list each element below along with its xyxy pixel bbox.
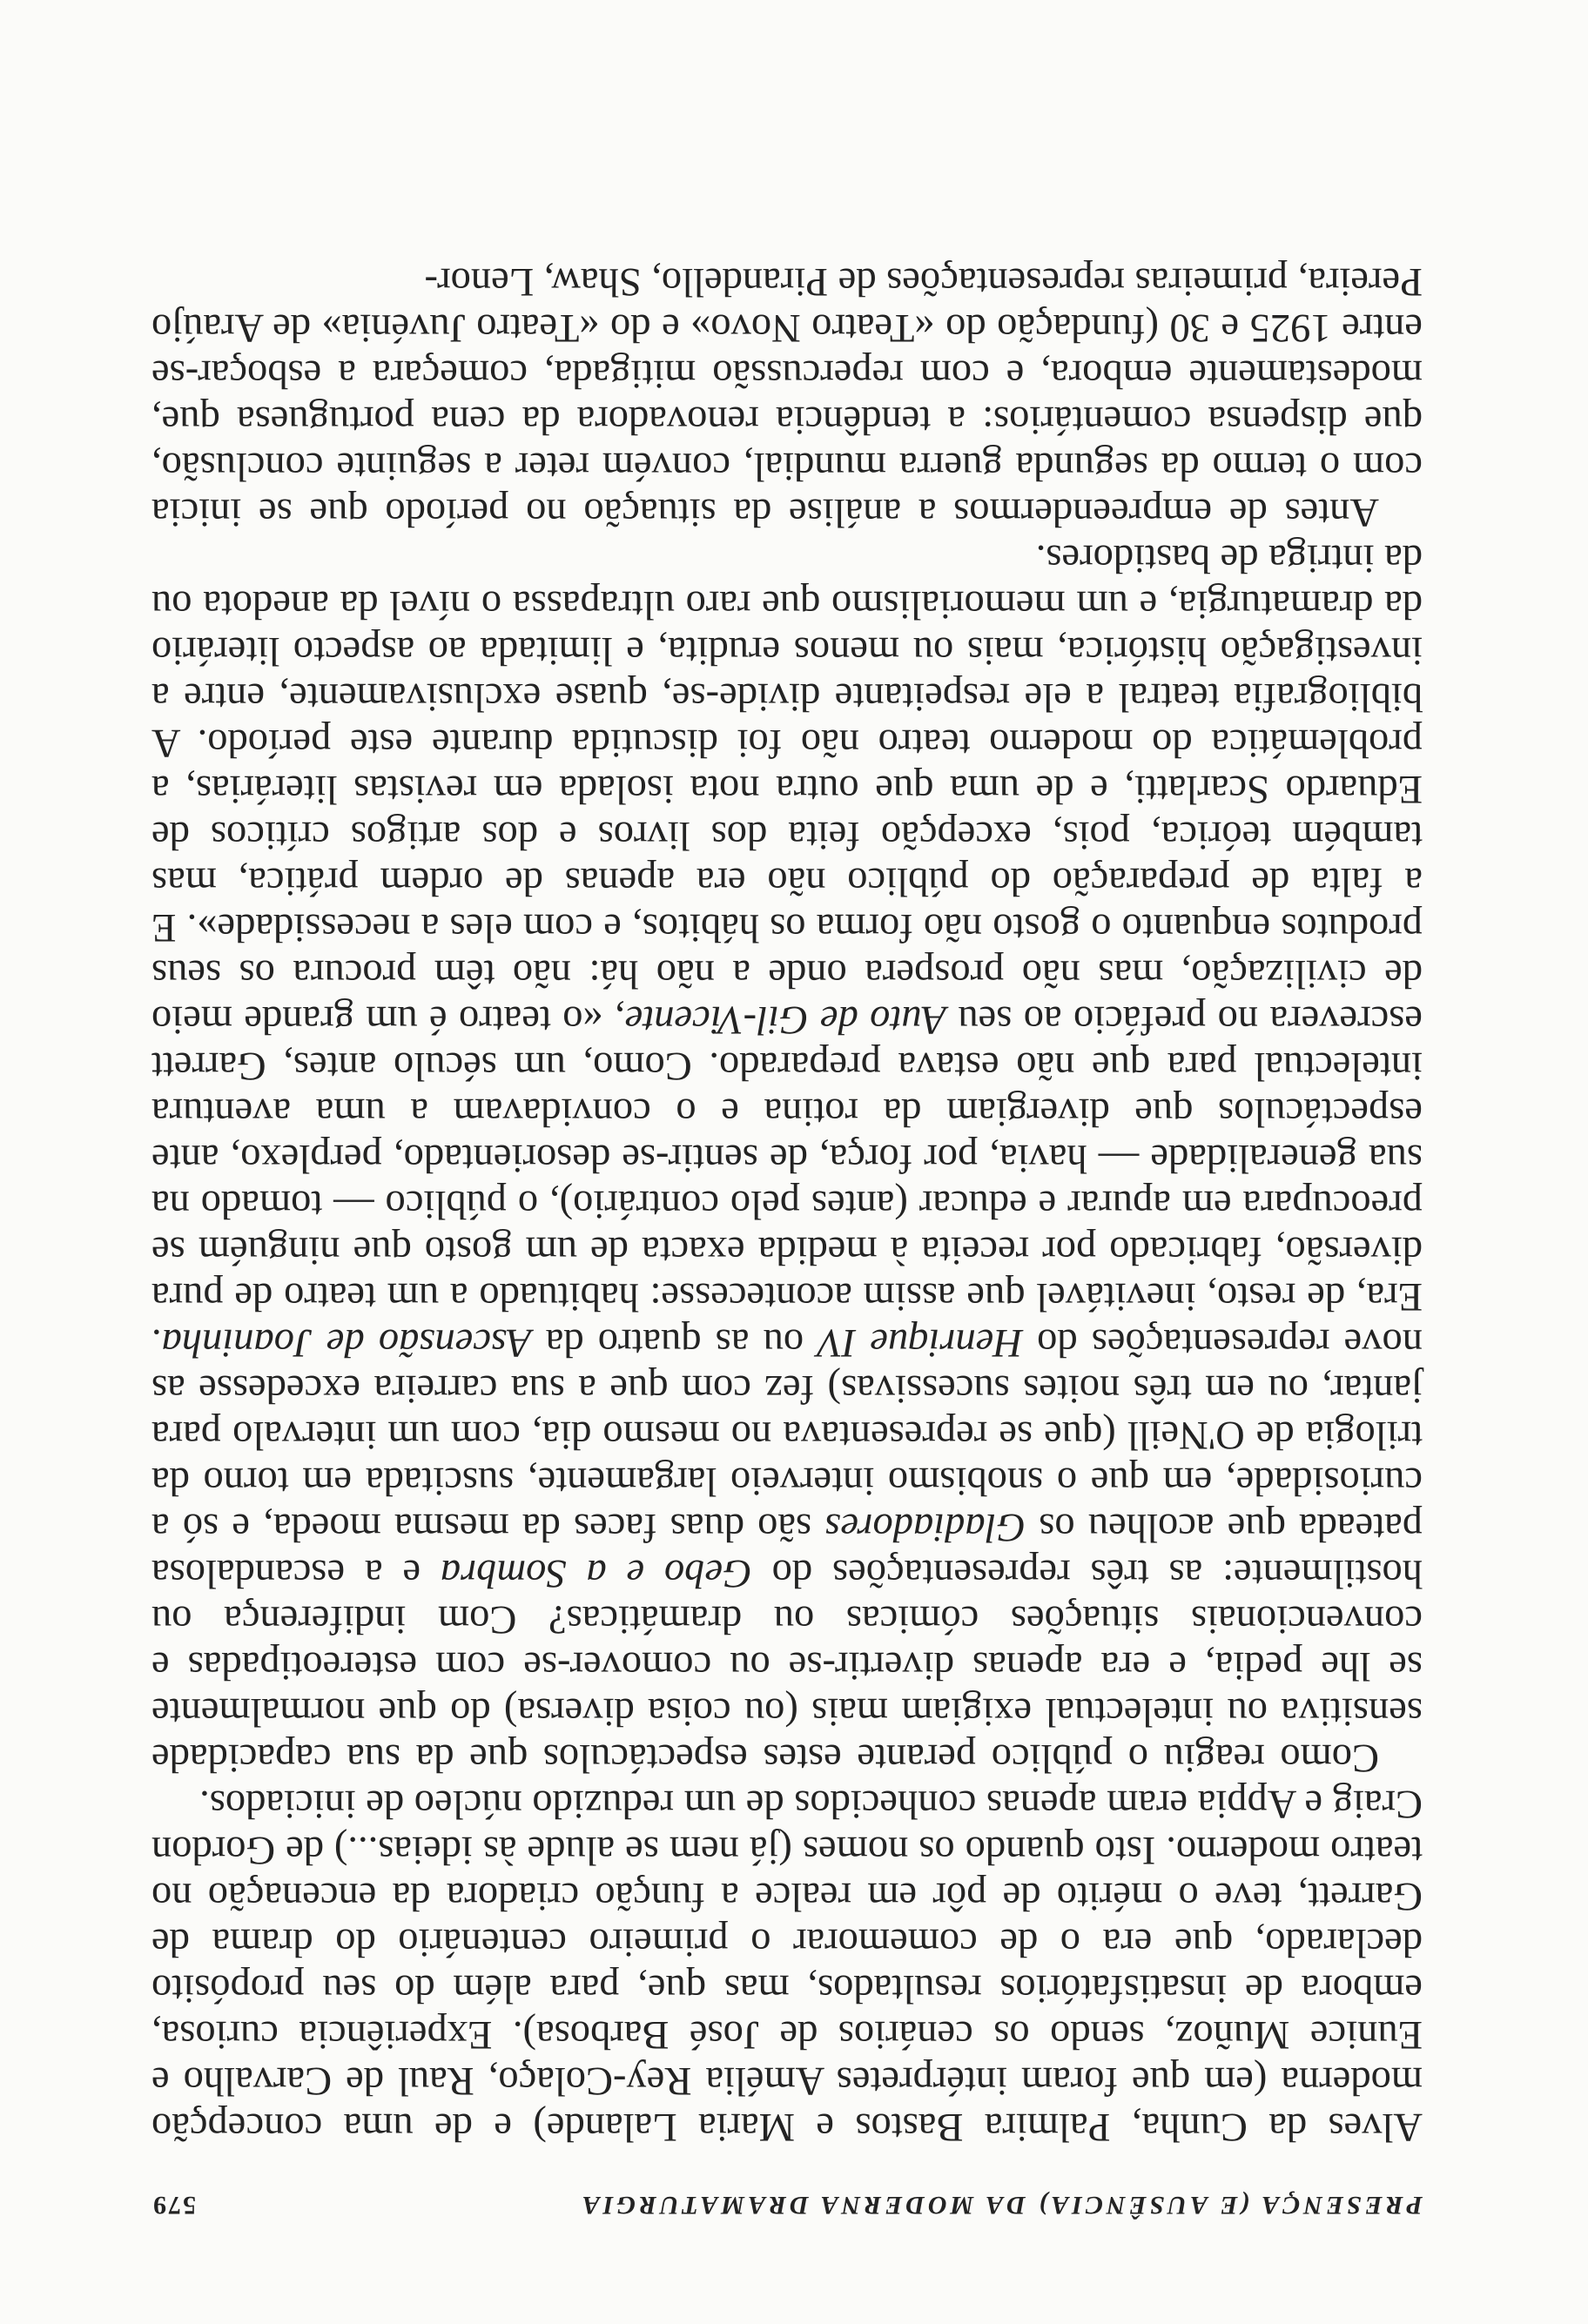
running-head: PRESENÇA (E AUSÊNCIA) DA MODERNA DRAMATURGIA xyxy=(578,2191,1423,2220)
text-run: . Era, de resto, inevitável que assim acontecesse: habituado a um teatro de pura diversão, fabricado por receita à medida exacta de um gosto que ninguém se preocupara em apurar e educar (antes pelo contrário), o público — tomado na sua generalidade — havia, por força, de sentir-se desorientado, perplexo, ante espectáculos que divergiam da rotina e o convidavam a uma aventura intelectual para que não estava preparado. Como, um século antes, Garrett escrevera no prefácio ao seu xyxy=(151,997,1423,1365)
text-run: , «o teatro é um grande meio de civilização, mas não prospera onde a não há: não têm procura os seus produtos enquanto o gosto não forma os hábitos, e com eles a necessidade». E a falta de preparação do público não era apenas de ordem prática, mas também teórica, pois, excepção feita dos livros e dos artigos críticos de Eduardo Scarlatti, e de uma que outra nota isolada em revistas literárias, a problemática do moderno teatro não foi discutida durante este período. A bibliografia teatral a ele respeitante divide-se, quase exclusivamente, entre a investigação histórica, mais ou menos erudita, e limitada ao aspecto literário da dramaturgia, e um memorialismo que raro ultrapassa o nível da anedota ou da intriga de bastidores. xyxy=(151,536,1423,1042)
text-run: são duas faces da mesma moeda, e só a curiosidade, em que o snobismo interveio largamente, suscitada em torno da trilogia de O'Neill (que se representava no mesmo dia, com um intervalo para jantar, ou em três noites sucessivas) fez com que a sua carreira excedesse as nove representações do xyxy=(151,1320,1423,1549)
page-number: 579 xyxy=(151,2191,196,2220)
body-paragraph xyxy=(151,535,1423,1781)
page-header xyxy=(151,2167,1423,2220)
text-run: Antes de empreendermos a análise da situação no período que se inicia com o termo da segunda guerra mundial, convém reter a seguinte conclusão, que dispensa comentários: a tendência renovadora da cena portuguesa que, modestamente embora, e com repercussão mitigada, começara a esboçar-se entre 1925 e 30 (fundação do «Teatro Novo» e do «Teatro Juvénia» de Araújo Pereira, primeiras representações de Pirandello, Shaw, Lenor- xyxy=(151,259,1423,534)
italic-title: Gebo e a Sombra xyxy=(440,1551,752,1595)
body-paragraph xyxy=(151,1781,1423,2150)
italic-title: Auto de Gil-Vicente xyxy=(624,997,946,1042)
text-run: e a escandalosa pateada que acolheu os xyxy=(151,1505,1423,1595)
text-run: Como reagiu o público perante estes espectáculos que da sua capacidade sensitiva ou intelectual exigiam mais (ou coisa diversa) do que normalmente se lhe pedia, e era apenas divertir-se ou comover-se com estereotipadas e convencionais situações cómicas ou dramáticas? Com indiferença ou hostilmente: as três representações do xyxy=(151,1551,1423,1780)
italic-title: Gladiadores xyxy=(824,1505,1026,1549)
body-text xyxy=(151,259,1423,2150)
italic-title: Ascensão de Joaninha xyxy=(161,1320,532,1365)
italic-title: Henrique IV xyxy=(818,1320,1023,1365)
text-run: Alves da Cunha, Palmira Bastos e Maria Lalande) e de uma concepção moderna (em que foram intérpretes Amélia Rey-Colaço, Raul de Carvalho e Eunice Muñoz, sendo os cenários de José Barbosa). Experiência curiosa, embora de insatisfatórios resultados, mas que, para além do seu propósito declarado, que era o de comemorar o primeiro centenário do drama de Garrett, teve o mérito de pôr em realce a função criadora da encenação no teatro moderno. Isto quando os nomes (já nem se alude às ideias...) de Gordon Craig e Appia eram apenas conhecidos de um reduzido núcleo de iniciados. xyxy=(151,1782,1423,2149)
body-paragraph xyxy=(151,259,1423,535)
text-run: ou as quatro da xyxy=(531,1320,818,1365)
